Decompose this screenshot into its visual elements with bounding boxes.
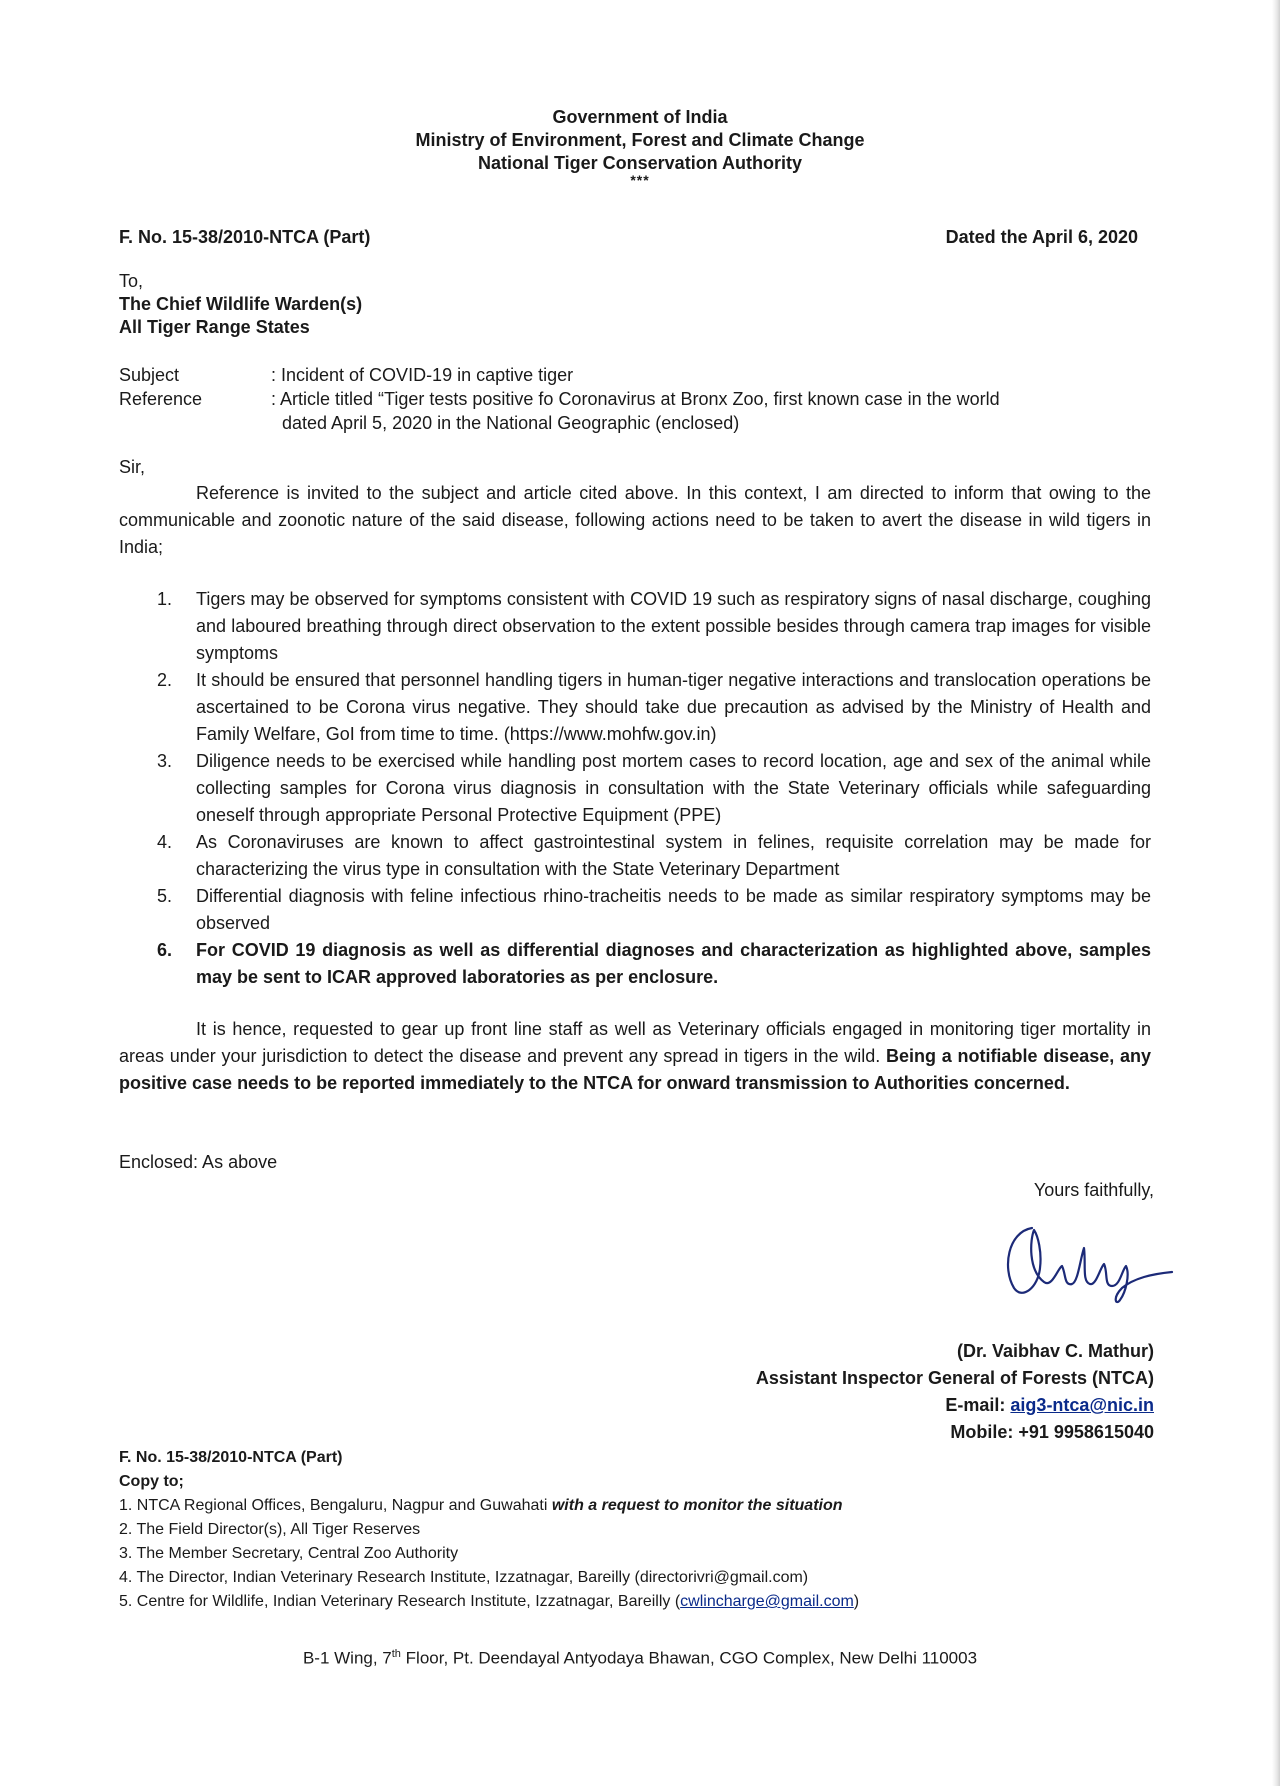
list-item-text: Tigers may be observed for symptoms consistent with COVID 19 such as respiratory signs of nasal discharge, coughing and laboured breathing through direct observation to the extent possible besides through camera trap images for visible symptoms [196, 589, 1151, 663]
addressee-line-1: The Chief Wildlife Warden(s) [119, 294, 363, 314]
footer-address-start: B-1 Wing, 7 [302, 1648, 392, 1668]
closing-paragraph-normal: It is hence, requested to gear up front line staff as well as Veterinary officials engaged in monitoring tiger mortality in areas under your jurisdiction to detect the disease and prevent any spread in tigers in the wild. [119, 1019, 1151, 1066]
list-item [157, 586, 1151, 667]
list-item-number: 4. [157, 832, 173, 852]
copy-item-1-emphasis: with a request to monitor the situation [551, 1497, 843, 1514]
copy-item-5-prefix: 5. Centre for Wildlife, Indian Veterinary Research Institute, Izzatnagar, Bareilly ( [119, 1593, 681, 1610]
signatory-email-line [756, 1392, 1154, 1419]
list-item-number: 3. [157, 751, 173, 771]
signature-block [756, 1338, 1154, 1446]
footer-address-end: Floor, Pt. Deendayal Antyodaya Bhawan, CGO Complex, New Delhi 110003 [400, 1648, 978, 1668]
list-item-text: Diligence needs to be exercised while handling post mortem cases to record location, age and sex of the animal while collecting samples for Corona virus diagnosis in consultation with the State Veterinary officials while safeguarding oneself through appropriate Personal Protective Equipment (PPE) [196, 751, 1151, 825]
reference-value-line-2: dated April 5, 2020 in the National Geographic (enclosed) [282, 413, 740, 433]
copy-item-5 [119, 1590, 859, 1614]
subject-value: : Incident of COVID-19 in captive tiger [271, 365, 574, 385]
copy-item-1 [119, 1494, 859, 1518]
email-label: E-mail: [945, 1395, 1011, 1415]
copy-item-4: 4. The Director, Indian Veterinary Research Institute, Izzatnagar, Bareilly (directorivri@gmail.com) [119, 1569, 809, 1586]
copy-file-number: F. No. 15-38/2010-NTCA (Part) [119, 1449, 343, 1466]
list-item [157, 883, 1151, 937]
list-item-text: Differential diagnosis with feline infectious rhino-tracheitis needs to be made as similar respiratory symptoms may be observed [196, 886, 1151, 933]
reference-value-line-1: : Article titled “Tiger tests positive fo Coronavirus at Bronx Zoo, first known case in the world [271, 389, 1000, 409]
letterhead-government: Government of India [552, 107, 728, 127]
intro-paragraph: Reference is invited to the subject and article cited above. In this context, I am directed to inform that owing to the communicable and zoonotic nature of the said disease, following actions need to be taken to avert the disease in wild tigers in India; [119, 483, 1151, 557]
list-item [157, 748, 1151, 829]
reference-label: Reference [119, 389, 203, 409]
signatory-mobile: Mobile: +91 9958615040 [950, 1422, 1154, 1442]
list-item-number: 1. [157, 589, 173, 609]
list-item-number: 2. [157, 670, 173, 690]
copy-item-5-suffix: ) [853, 1593, 860, 1610]
copy-to-block [119, 1446, 859, 1614]
list-item [157, 937, 1151, 991]
list-item [157, 829, 1151, 883]
letterhead-authority: National Tiger Conservation Authority [477, 153, 803, 173]
handwritten-signature [1000, 1208, 1180, 1308]
closing-paragraph [119, 1016, 1151, 1097]
list-item-text: It should be ensured that personnel handling tigers in human-tiger negative interactions and translocation operations be ascertained to be Corona virus negative. They should take due precaution as advised by the Ministry of Health and Family Welfare, GoI from time to time. (https://www.mohfw.gov.in) [196, 670, 1151, 744]
page-edge-shadow [1272, 0, 1280, 1786]
letterhead-ministry: Ministry of Environment, Forest and Climate Change [415, 130, 865, 150]
file-number: F. No. 15-38/2010-NTCA (Part) [119, 227, 371, 247]
list-item-text: For COVID 19 diagnosis as well as differential diagnoses and characterization as highlighted above, samples may be sent to ICAR approved laboratories as per enclosure. [196, 940, 1151, 987]
list-item-number: 6. [157, 940, 173, 960]
copy-item-1-text: 1. NTCA Regional Offices, Bengaluru, Nagpur and Guwahati [119, 1497, 552, 1514]
salutation: Sir, [119, 457, 146, 477]
to-label: To, [119, 271, 144, 291]
enclosure-note: Enclosed: As above [119, 1152, 278, 1172]
copy-item-3: 3. The Member Secretary, Central Zoo Authority [119, 1545, 459, 1562]
office-address-footer [0, 1648, 1280, 1669]
closing-paragraph-bold: Being a notifiable disease, any positive case needs to be reported immediately to the NTCA for onward transmission to Authorities concerned. [119, 1046, 1151, 1093]
yours-faithfully: Yours faithfully, [1033, 1180, 1154, 1200]
list-item-number: 5. [157, 886, 173, 906]
letterhead-stars: *** [630, 172, 650, 188]
list-item [157, 667, 1151, 748]
subject-label: Subject [119, 365, 180, 385]
footer-ordinal-suffix: th [391, 1648, 401, 1660]
list-item-text: As Coronaviruses are known to affect gastrointestinal system in felines, requisite correlation may be made for characterizing the virus type in consultation with the State Veterinary Department [196, 832, 1151, 879]
addressee-line-2: All Tiger Range States [119, 317, 310, 337]
copy-item-2: 2. The Field Director(s), All Tiger Reserves [119, 1521, 421, 1538]
action-list [157, 586, 1151, 991]
signatory-designation: Assistant Inspector General of Forests (NTCA) [755, 1368, 1154, 1388]
letterhead [0, 106, 1280, 188]
email-link[interactable]: aig3-ntca@nic.in [1010, 1395, 1154, 1415]
copy-item-5-email-link[interactable]: cwlincharge@gmail.com [680, 1593, 854, 1610]
letter-date: Dated the April 6, 2020 [945, 227, 1138, 247]
signatory-name: (Dr. Vaibhav C. Mathur) [956, 1341, 1154, 1361]
addressee-block [119, 270, 362, 339]
copy-to-heading: Copy to; [119, 1473, 184, 1490]
